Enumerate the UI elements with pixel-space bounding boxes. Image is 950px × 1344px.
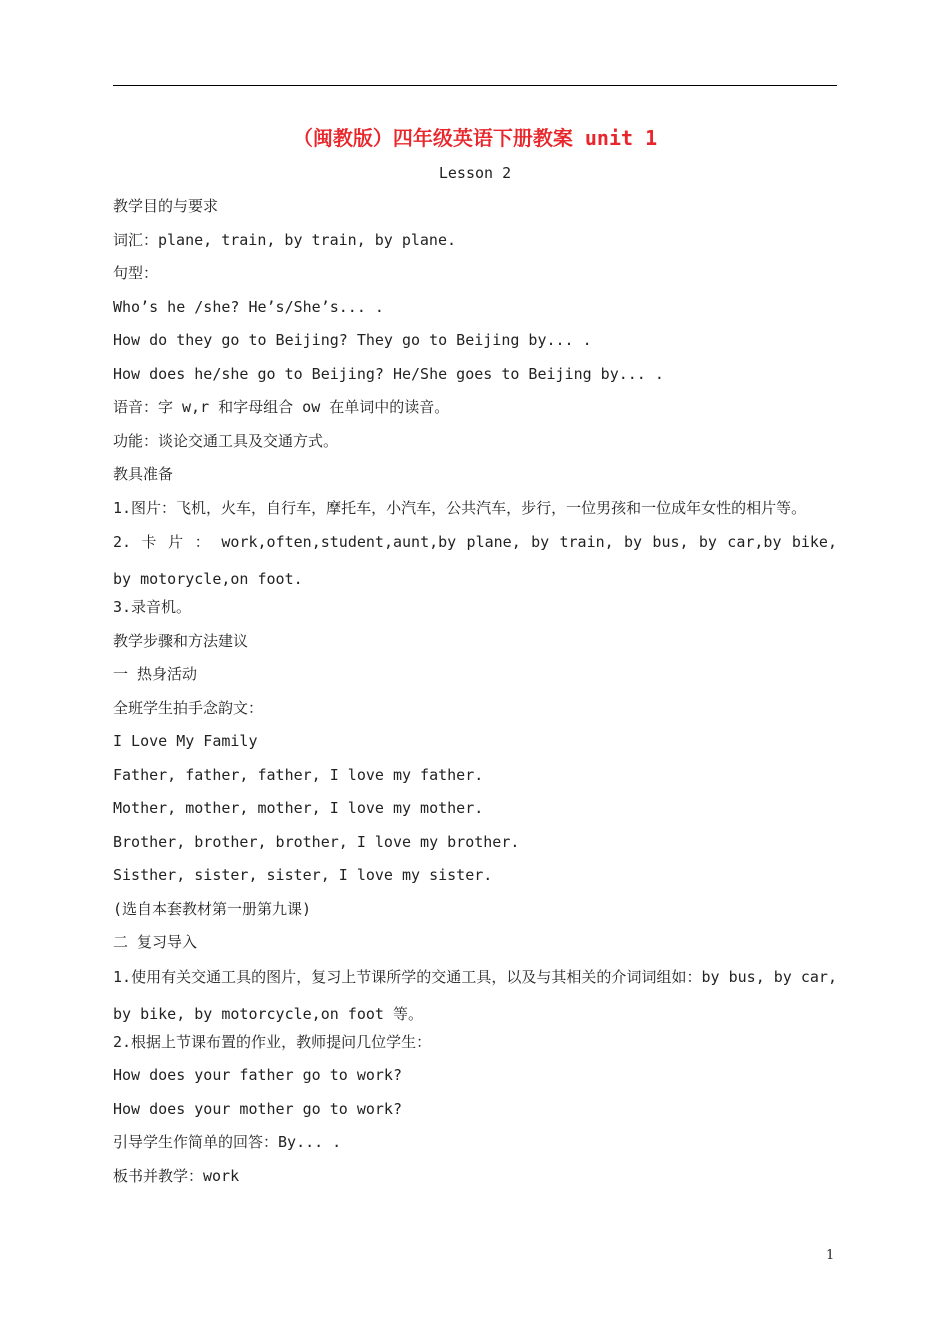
board-teaching-line: 板书并教学：work: [113, 1166, 240, 1185]
sentence-patterns-label: 句型：: [113, 264, 159, 282]
document-body: [113, 195, 837, 1198]
materials-item-pictures: 1.图片：飞机，火车，自行车，摩托车，小汽车，公共汽车，步行，一位男孩和一位成年女性的相片等。: [113, 498, 807, 517]
vocabulary-line: 词汇：plane, train, by train, by plane.: [113, 230, 457, 249]
step-heading-warmup: 一 热身活动: [113, 665, 198, 683]
header-rule: [113, 85, 837, 86]
section-heading-steps: 教学步骤和方法建议: [113, 631, 249, 650]
step-heading-review: 二 复习导入: [113, 933, 198, 951]
rhyme-source: (选自本套教材第一册第九课): [113, 899, 312, 918]
question-line: How does your father go to work?: [113, 1066, 402, 1084]
rhyme-line: Mother, mother, mother, I love my mother.: [113, 799, 484, 817]
pattern-line: How do they go to Beijing? They go to Beijing by... .: [113, 331, 592, 349]
function-line: 功能：谈论交通工具及交通方式。: [113, 431, 339, 450]
phonics-line: 语音：字 w,r 和字母组合 ow 在单词中的读音。: [113, 398, 450, 416]
lesson-subtitle: Lesson 2: [438, 164, 512, 182]
page-number: 1: [826, 1248, 835, 1263]
review-item-2: 2.根据上节课布置的作业，教师提问几位学生：: [113, 1032, 432, 1051]
pattern-line: Who’s he /she? He’s/She’s... .: [113, 297, 384, 316]
pattern-line: How does he/she go to Beijing? He/She goes to Beijing by... .: [113, 364, 664, 383]
rhyme-title: I Love My Family: [113, 732, 258, 750]
guidance-line: 引导学生作简单的回答：By... .: [113, 1133, 342, 1151]
question-line: How does your mother go to work?: [113, 1099, 402, 1118]
rhyme-line: Brother, brother, brother, I love my brother.: [113, 832, 520, 851]
materials-item-cards: 2. 卡 片 ： work,often,student,aunt,by plane, by train, by bus, by car,by bike, by motorycle,on foot.: [113, 533, 837, 588]
section-heading-objectives: 教学目的与要求: [113, 197, 219, 215]
section-heading-materials: 教具准备: [113, 465, 174, 483]
materials-item-recorder: 3.录音机。: [113, 598, 192, 616]
rhyme-line: Father, father, father, I love my father.: [113, 765, 484, 784]
rhyme-line: Sisther, sister, sister, I love my sister.: [113, 866, 493, 884]
step-instruction: 全班学生拍手念韵文：: [113, 698, 264, 717]
review-item-1: 1.使用有关交通工具的图片，复习上节课所学的交通工具，以及与其相关的介词词组如：by bus, by car, by bike, by motorcycle,on foot 等。: [113, 967, 837, 1023]
document-title: （闽教版）四年级英语下册教案 unit 1: [292, 126, 658, 150]
